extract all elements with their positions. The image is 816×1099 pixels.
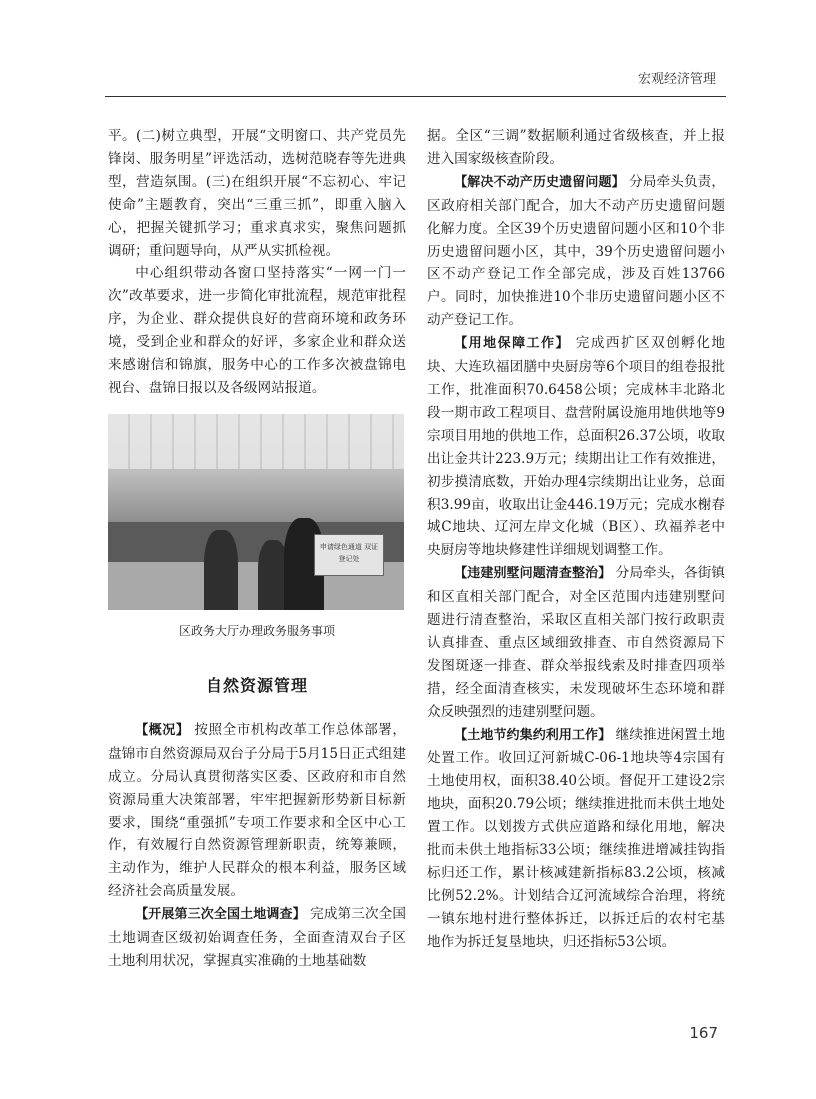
keyword-land-survey: 【开展第三次全国土地调查】 — [135, 907, 306, 923]
paragraph-continued: 据。全区“三调”数据顺利通过省级核查，并上报进入国家级核查阶段。 — [427, 128, 725, 167]
section-title: 自然资源管理 — [205, 675, 308, 695]
photo-person — [204, 530, 238, 610]
paragraph-overview — [108, 719, 406, 903]
photo-ceiling — [108, 414, 404, 469]
paragraph-land-use — [427, 332, 725, 562]
keyword-overview: 【概况】 — [135, 722, 190, 738]
keyword-illegal-villa: 【违建别墅问题清查整治】 — [454, 566, 612, 582]
paragraph-continued: 平。(二)树立典型，开展“文明窗口、共产党员先锋岗、服务明星”评选活动，选树范晓春等先进典型，营造氛围。(三)在组织开展“不忘初心、牢记使命”主题教育，突出“三重三抓”，即重入脑入心，把握关键抓学习；重求真求实，聚焦问题抓调研；重问题导向，从严从实抓检视。 — [108, 128, 406, 259]
photo-counter-sign-text: 申请绿色通道 双证登记处 — [319, 542, 379, 563]
paragraph-illegal-villa — [427, 562, 725, 723]
service-hall-photo — [108, 414, 404, 610]
keyword-land-saving: 【土地节约集约利用工作】 — [454, 727, 612, 743]
paragraph-real-estate — [427, 171, 725, 332]
paragraph-service-center: 中心组织带动各窗口坚持落实“一网一门一次”改革要求，进一步简化审批流程，规范审批程序，为企业、群众提供良好的营商环境和政务环境，受到企业和群众的好评，多家企业和群众送来感谢信和锦旗，服务中心的工作多次被盘锦电视台、盘锦日报以及各级网站报道。 — [108, 265, 406, 396]
paragraph-land-saving — [427, 724, 725, 954]
keyword-land-use: 【用地保障工作】 — [454, 336, 570, 352]
land-saving-text: 继续推进闲置土地处置工作。收回辽河新城C-06-1地块等4宗国有土地使用权，面积38.40公顷。督促开工建设2宗地块，面积20.79公顷；继续推进批而未供土地处置工作。以划拨方式供应道路和绿化用地，解决批而未供土地指标33公顷；继续推进增减挂钩指标归还工作，累计核减建新指标83.2公顷，核减比例52.2%。计划结合辽河流域综合治理，将统一镇东地村进行整体拆迁，以拆迁后的农村宅基地作为拆迁复垦地块，归还指标53公顷。 — [427, 726, 726, 950]
land-use-text: 完成西扩区双创孵化地块、大连玖福团膳中央厨房等6个项目的组卷报批工作，批准面积70.6458公顷；完成林丰北路北段一期市政工程项目、盘营附属设施用地供地等9宗项目用地的供地工作，总面积26.37公顷，收取出让金共计223.9万元；续期出让工作有效推进，初步摸清底数，开始办理4宗续期出让业务，总面积3.99亩，收取出让金446.19万元；完成水榭春城C地块、辽河左岸文化城（B区）、玖福养老中央厨房等地块修建性详细规划调整工作。 — [427, 335, 725, 559]
paragraph-land-survey — [108, 903, 406, 973]
page-number: 167 — [689, 1024, 718, 1042]
header-rule — [105, 96, 726, 97]
keyword-real-estate: 【解决不动产历史遗留问题】 — [454, 174, 625, 190]
land-survey-text: 完成第三次全国土地调查区级初始调查任务，全面查清双台子区土地利用状况，掌握真实准确的土地基础数 — [108, 906, 406, 969]
real-estate-text: 分局牵头负责，区政府相关部门配合，加大不动产历史遗留问题化解力度。全区39个历史遗留问题小区和10个非历史遗留问题小区，其中，39个历史遗留问题小区不动产登记工作全部完成，涉及百姓13766户。同时，加快推进10个非历史遗留问题小区不动产登记工作。 — [427, 173, 725, 329]
right-column — [427, 125, 725, 954]
illegal-villa-text: 分局牵头，各街镇和区直相关部门配合，对全区范围内违建别墅问题进行清查整治，采取区直相关部门按行政职责认真排查、重点区域细致排查、市自然资源局下发图斑逐一排查、群众举报线索及时排查四项举措，经全面清查核实，未发现破坏生态环境和群众反映强烈的违建别墅问题。 — [427, 565, 726, 720]
running-header-title: 宏观经济管理 — [637, 72, 716, 87]
photo-caption: 区政务大厅办理政务服务事项 — [178, 623, 335, 638]
photo-counter-sign — [314, 534, 384, 576]
left-column — [108, 125, 406, 973]
overview-text: 按照全市机构改革工作总体部署，盘锦市自然资源局双台子分局于5月15日正式组建成立。分局认真贯彻落实区委、区政府和市自然资源局重大决策部署，牢牢把握新形势新目标新要求，围绕“重强抓”专项工作要求和全区中心工作，有效履行自然资源管理新职责，统筹兼顾，主动作为，维护人民群众的根本利益，服务区域经济社会高质量发展。 — [108, 721, 407, 900]
